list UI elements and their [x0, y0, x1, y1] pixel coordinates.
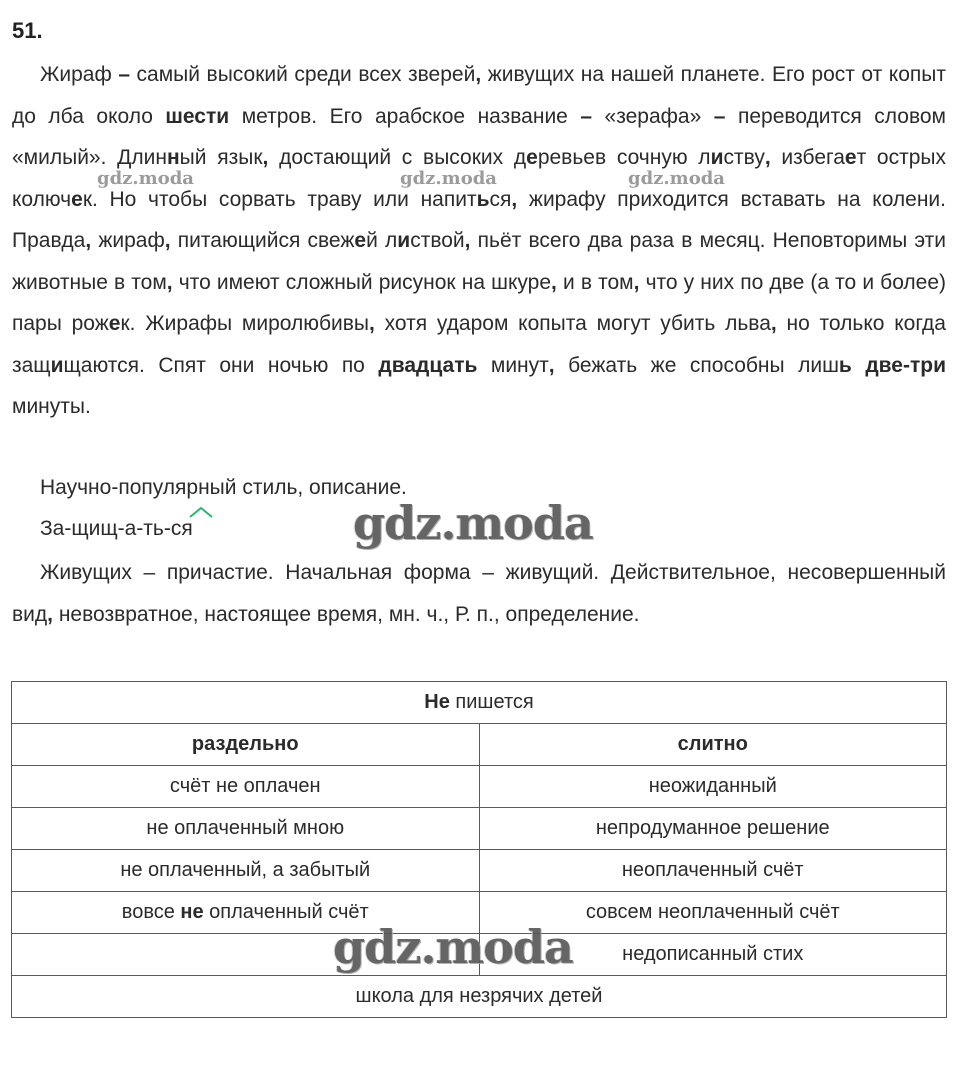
highlighted-letter: ,: [47, 602, 53, 626]
watermark-large-1: gdz.moda: [353, 496, 593, 550]
highlighted-letter: ,: [166, 270, 173, 294]
highlighted-letter: ,: [764, 146, 771, 169]
text-paragraph-giraffe: Жираф – самый высокий среди всех зверей, живущих на нашей планете. Его рост от копыт до лба около шести метров. Его арабское название – «зерафа» – переводится словом «милый». Длинный язык, достающий с высоких деревьев сочную листву, избегает острых колючек. Но чтобы сорвать траву или напиться, жирафу приходится вставать на колени. Правда, жираф, питающийся свежей листвой, пьёт всего два раза в месяц. Неповторимы эти животные в том, что имеют сложный рисунок на шкуре, и в том, что у них по две (а то и более) пары рожек. Жирафы миролюбивы, хотя ударом копыта могут убить льва, но только когда защищаются. Спят они ночью по двадцать минут, бежать же способны лишь две-три минуты.: [12, 63, 947, 418]
table-cell: непродуманное решение: [479, 808, 947, 850]
table-cell: не оплаченный, а забытый: [12, 850, 480, 892]
table-row: [12, 850, 947, 892]
highlighted-letter: двадцать: [378, 353, 478, 377]
highlighted-letter: ,: [475, 63, 482, 86]
highlighted-letter: ь: [838, 353, 852, 377]
table-title: Не пишется: [12, 682, 947, 724]
table-cell: не оплаченный мною: [12, 808, 480, 850]
highlighted-letter: н: [166, 146, 180, 169]
highlighted-letter: ,: [633, 270, 640, 294]
table-cell: счёт не оплачен: [12, 766, 480, 808]
watermark-small-1: gdz.moda: [97, 168, 194, 189]
table-cell: неожиданный: [479, 766, 947, 808]
highlighted-letter: е: [844, 146, 857, 169]
highlighted-letter: ,: [85, 229, 92, 252]
style-line: Научно-популярный стиль, описание.: [40, 476, 407, 499]
table-cell: совсем неоплаченный счёт: [479, 892, 947, 934]
table-cell: вовсе не оплаченный счёт: [12, 892, 480, 934]
highlighted-letter: ,: [770, 312, 777, 335]
highlighted-letter: две-три: [865, 353, 947, 377]
watermark-small-3: gdz.moda: [628, 168, 725, 189]
highlighted-letter: –: [118, 63, 130, 86]
highlighted-letter: ,: [164, 229, 171, 252]
highlighted-letter: и: [397, 229, 411, 252]
highlighted-letter: ь: [476, 187, 490, 211]
table-cell: недописанный стих: [479, 934, 947, 976]
watermark-large-2: gdz.moda: [333, 920, 573, 974]
highlighted-letter: ,: [548, 353, 555, 377]
highlighted-letter: –: [713, 104, 726, 128]
highlighted-particle: не: [180, 901, 204, 923]
highlighted-letter: ,: [551, 270, 557, 294]
table-footer: школа для незрячих детей: [12, 976, 947, 1018]
text-paragraph-participle: Живущих – причастие. Начальная форма – живущий. Действительное, несовершенный вид, невозвратное, настоящее время, мн. ч., Р. п., определение.: [12, 561, 946, 626]
highlighted-letter: е: [526, 146, 538, 169]
highlighted-letter: ,: [368, 312, 375, 335]
stress-mark-icon: [188, 505, 214, 519]
table-row: [12, 808, 947, 850]
table-cell: неоплаченный счёт: [479, 850, 947, 892]
highlighted-letter: –: [580, 104, 593, 128]
highlighted-letter: ,: [511, 187, 518, 211]
column-header-separate: раздельно: [12, 724, 480, 766]
highlighted-letter: ,: [464, 229, 471, 252]
highlighted-letter: ,: [262, 146, 269, 169]
watermark-small-2: gdz.moda: [400, 168, 497, 189]
highlighted-letter: шести: [165, 104, 230, 128]
highlighted-letter: и: [710, 146, 724, 169]
exercise-number: 51.: [12, 18, 43, 43]
highlighted-letter: е: [354, 229, 367, 252]
column-header-together: слитно: [479, 724, 947, 766]
highlighted-letter: е: [108, 312, 121, 335]
table-row: [12, 766, 947, 808]
word-analysis: За-щищ-а-ть-ся: [40, 517, 193, 540]
highlighted-letter: и: [50, 353, 64, 377]
highlighted-letter: е: [71, 187, 83, 211]
